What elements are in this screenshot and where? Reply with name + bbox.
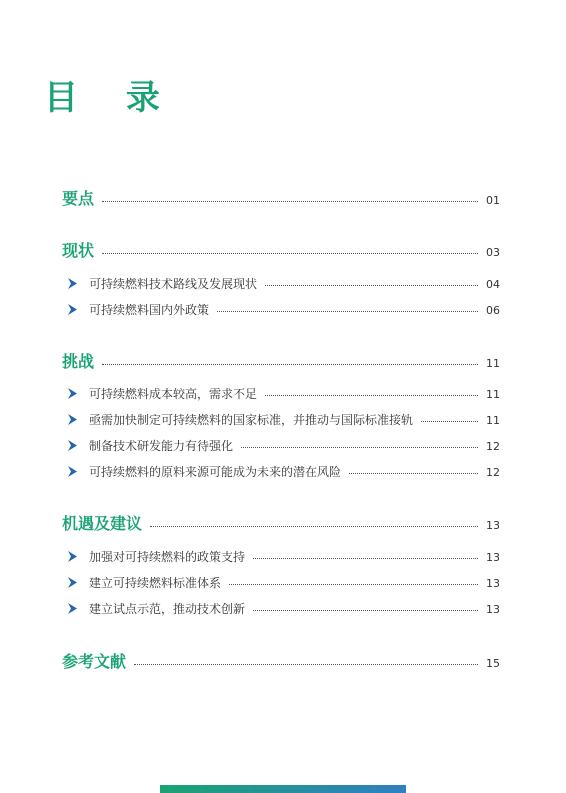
chevron-right-icon xyxy=(68,577,77,588)
toc-item-label: 建立可持续燃料标准体系 xyxy=(89,576,222,590)
chevron-right-icon xyxy=(68,278,77,289)
dot-leader xyxy=(150,526,478,527)
toc-item-label: 加强对可持续燃料的政策支持 xyxy=(89,550,246,564)
toc-section-opportunities[interactable] xyxy=(62,511,500,534)
dot-leader xyxy=(421,421,478,422)
toc-page-number: 01 xyxy=(486,194,500,207)
toc-item[interactable] xyxy=(68,600,500,617)
toc-section-label: 挑战 xyxy=(62,352,95,371)
toc-section-label: 现状 xyxy=(62,241,95,260)
toc-page-number: 12 xyxy=(486,440,500,453)
dot-leader xyxy=(241,447,478,448)
toc-item-label: 可持续燃料的原料来源可能成为未来的潜在风险 xyxy=(89,465,342,479)
toc-item[interactable] xyxy=(68,411,500,428)
toc-page-number: 11 xyxy=(486,388,500,401)
dot-leader xyxy=(253,610,478,611)
toc-item[interactable] xyxy=(68,301,500,318)
toc-item-label: 可持续燃料技术路线及发展现状 xyxy=(89,277,258,291)
dot-leader xyxy=(134,664,478,665)
toc-page-number: 13 xyxy=(486,603,500,616)
dot-leader xyxy=(253,558,478,559)
chevron-right-icon xyxy=(68,440,77,451)
toc-section-challenges[interactable] xyxy=(62,349,500,372)
chevron-right-icon xyxy=(68,388,77,399)
chevron-right-icon xyxy=(68,414,77,425)
toc-item[interactable] xyxy=(68,463,500,480)
dot-leader xyxy=(265,395,478,396)
toc-page-number: 03 xyxy=(486,246,500,259)
chevron-right-icon xyxy=(68,551,77,562)
toc-item-label: 亟需加快制定可持续燃料的国家标准，并推动与国际标准接轨 xyxy=(89,413,414,427)
toc-item-label: 制备技术研发能力有待强化 xyxy=(89,439,234,453)
chevron-right-icon xyxy=(68,304,77,315)
toc-section-label: 要点 xyxy=(62,189,95,208)
toc-page-number: 11 xyxy=(486,357,500,370)
toc-item[interactable] xyxy=(68,275,500,292)
toc-page-number: 13 xyxy=(486,577,500,590)
toc-section-key-points[interactable] xyxy=(62,186,500,209)
toc-page-number: 15 xyxy=(486,657,500,670)
toc-page-number: 06 xyxy=(486,304,500,317)
toc-section-label: 参考文献 xyxy=(62,652,127,671)
dot-leader xyxy=(265,285,478,286)
toc-page-number: 12 xyxy=(486,466,500,479)
dot-leader xyxy=(229,584,478,585)
toc-page-number: 11 xyxy=(486,414,500,427)
toc-page-number: 04 xyxy=(486,278,500,291)
toc-item[interactable] xyxy=(68,574,500,591)
toc-section-status[interactable] xyxy=(62,238,500,261)
chevron-right-icon xyxy=(68,466,77,477)
toc-item-label: 可持续燃料国内外政策 xyxy=(89,303,210,317)
chevron-right-icon xyxy=(68,603,77,614)
toc-item-label: 建立试点示范，推动技术创新 xyxy=(89,602,246,616)
toc-page-number: 13 xyxy=(486,519,500,532)
dot-leader xyxy=(217,311,478,312)
toc-page-number: 13 xyxy=(486,551,500,564)
toc-section-references[interactable] xyxy=(62,649,500,672)
dot-leader xyxy=(102,364,478,365)
dot-leader xyxy=(349,473,478,474)
toc-item[interactable] xyxy=(68,385,500,402)
toc-item[interactable] xyxy=(68,548,500,565)
toc-item-label: 可持续燃料成本较高，需求不足 xyxy=(89,387,258,401)
dot-leader xyxy=(102,201,478,202)
page-title: 目 录 xyxy=(44,78,178,118)
footer-gradient-bar xyxy=(160,785,406,793)
dot-leader xyxy=(102,253,478,254)
toc-item[interactable] xyxy=(68,437,500,454)
toc-section-label: 机遇及建议 xyxy=(62,514,143,533)
